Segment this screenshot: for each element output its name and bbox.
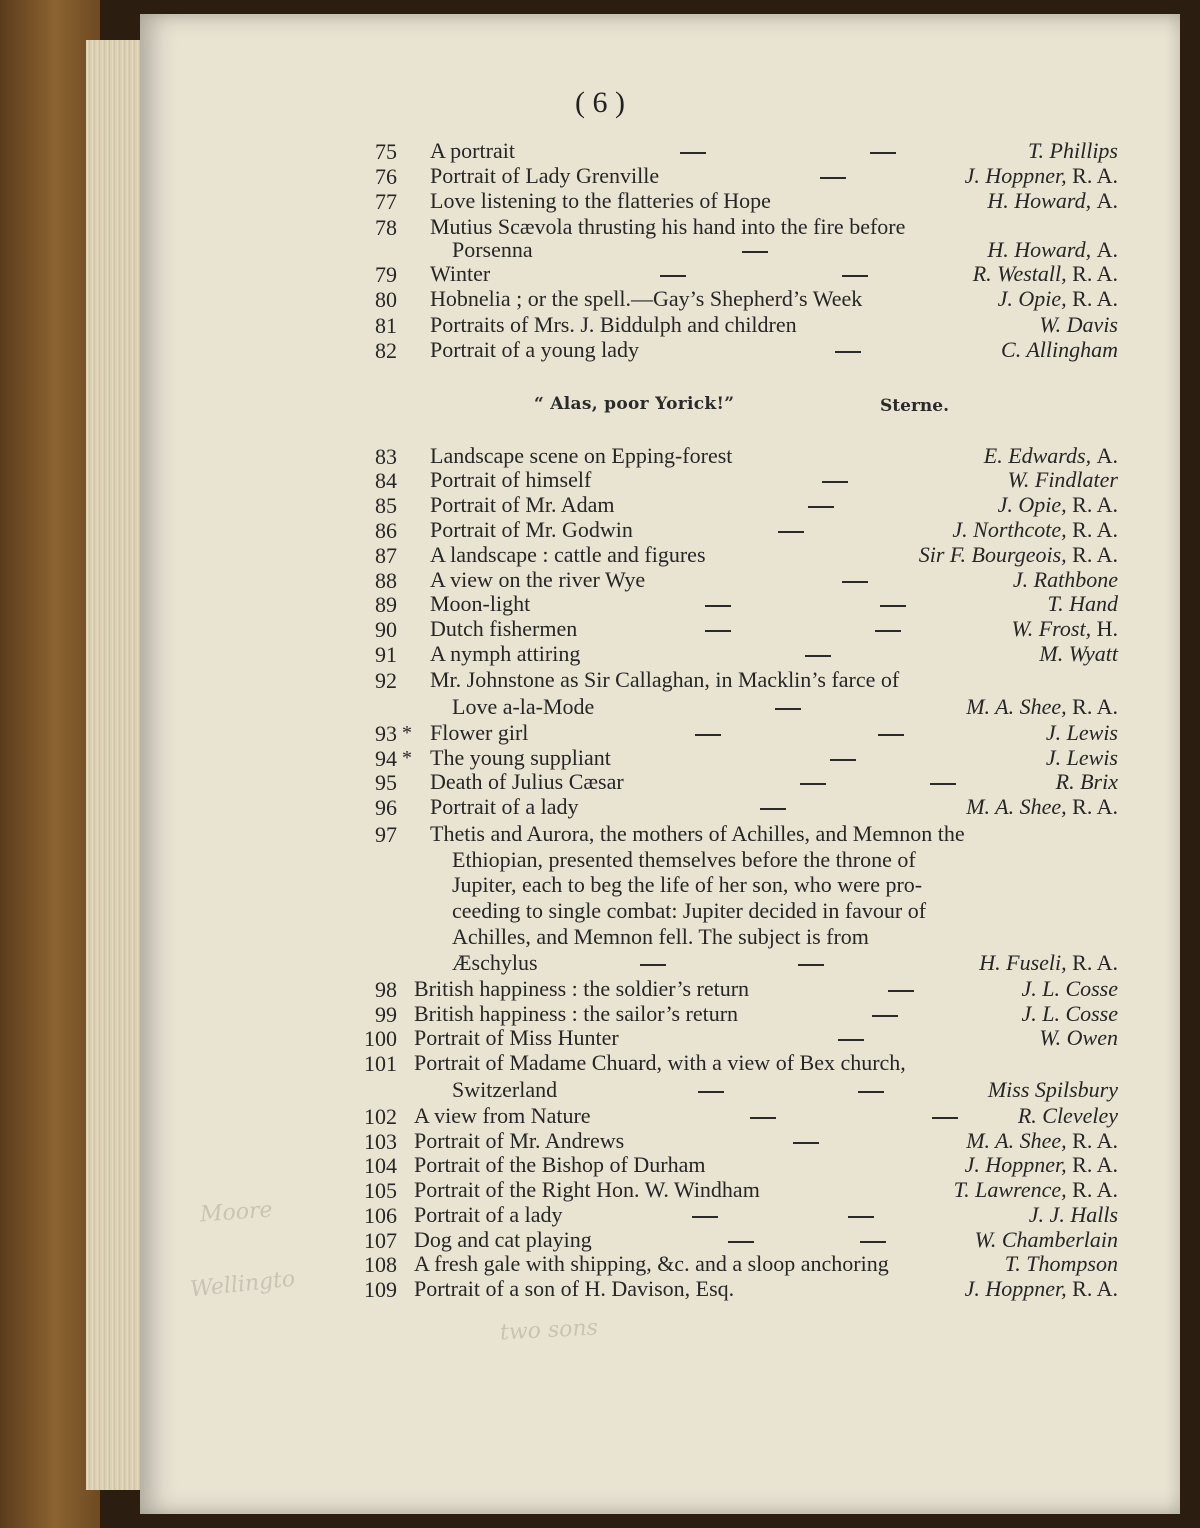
entry-artist [1029, 1203, 1118, 1227]
artist-name: R. Westall, [972, 261, 1067, 286]
em-dash-rule [870, 152, 896, 154]
em-dash-rule [805, 655, 831, 657]
artist-name: W. Owen [1039, 1025, 1118, 1050]
entry-title: Death of Julius Cæsar [430, 769, 624, 794]
artist-name: M. A. Shee, [966, 694, 1067, 719]
entry-title: A nymph attiring [430, 641, 581, 666]
entry-title: British happiness : the sailor’s return [414, 1001, 739, 1026]
artist-rank: R. A. [1072, 950, 1118, 975]
entry-title: Hobnelia ; or the spell.—Gay’s Shepherd’s Week [430, 286, 863, 311]
entry-title-continued: Æschylus [452, 950, 538, 975]
artist-name: J. Northcote, [952, 517, 1067, 542]
catalogue-entry [0, 188, 1200, 214]
em-dash-rule [680, 152, 706, 154]
entry-number: 104 [364, 1153, 397, 1178]
entry-number: 85 [375, 493, 397, 518]
entry-title: Portrait of Miss Hunter [414, 1025, 619, 1050]
artist-name: J. Opie, [997, 492, 1067, 517]
artist-rank: R. A. [1072, 1152, 1118, 1177]
entry-title: Portrait of the Bishop of Durham [414, 1152, 706, 1177]
entry-title: Flower girl [430, 720, 529, 745]
entry-continuation [0, 950, 1200, 975]
asterisk-mark: * [402, 747, 412, 769]
entry-number: 99 [375, 1002, 397, 1027]
artist-name: J. Rathbone [1012, 567, 1118, 592]
entry-title: Thetis and Aurora, the mothers of Achilles, and Memnon the [430, 821, 965, 846]
entry-title: Portrait of Lady Grenville [430, 163, 660, 188]
entry-artist [952, 518, 1118, 542]
entry-number: 107 [364, 1228, 397, 1253]
entry-number: 87 [375, 543, 397, 568]
artist-name: W. Davis [1039, 312, 1118, 337]
entry-title-continued: ceeding to single combat: Jupiter decided in favour of [452, 898, 927, 923]
em-dash-rule [932, 1117, 958, 1119]
artist-name: H. Howard, [987, 188, 1092, 213]
entry-title: Landscape scene on Epping-forest [430, 443, 733, 468]
entry-title: Dog and cat playing [414, 1227, 592, 1252]
artist-name: W. Findlater [1007, 467, 1118, 492]
entry-artist [1021, 1002, 1118, 1026]
entry-artist [984, 444, 1118, 468]
entry-number: 100 [364, 1026, 397, 1051]
em-dash-rule [742, 251, 768, 253]
entry-artist [965, 1277, 1118, 1301]
entry-title: Mr. Johnstone as Sir Callaghan, in Macklin’s farce of [430, 667, 900, 692]
entry-number: 92 [375, 668, 397, 693]
entry-number: 95 [375, 770, 397, 795]
pencil-note: two sons [499, 1315, 599, 1346]
entry-title: Portrait of Mr. Andrews [414, 1128, 625, 1153]
artist-name: R. Cleveley [1017, 1103, 1118, 1128]
entry-artist [1018, 1104, 1118, 1128]
entry-artist [1039, 1026, 1118, 1050]
entry-title: Portrait of a lady [414, 1202, 563, 1227]
entry-title: A view on the river Wye [430, 567, 646, 592]
catalogue-entry [0, 821, 1200, 847]
entry-artist [987, 189, 1118, 213]
entry-artist [998, 287, 1118, 311]
pencil-note: Wellingto [188, 1266, 297, 1303]
entry-artist [919, 543, 1118, 567]
em-dash-rule [760, 808, 786, 810]
quote-source: Sterne. [880, 396, 949, 416]
em-dash-rule [660, 275, 686, 277]
entry-title: A portrait [430, 138, 515, 163]
entry-number: 79 [375, 262, 397, 287]
entry-continuation [0, 1077, 1200, 1102]
artist-name: T. Phillips [1027, 138, 1118, 163]
artist-rank: A. [1096, 443, 1118, 468]
artist-name: T. Thompson [1004, 1251, 1118, 1276]
catalogue-entry [0, 667, 1200, 693]
entry-number: 84 [375, 468, 397, 493]
quote-text: “ Alas, poor Yorick!” [534, 394, 735, 414]
entry-artist [1046, 721, 1118, 745]
artist-name: J. Hoppner, [964, 1152, 1067, 1177]
entry-continuation [0, 924, 1200, 949]
entry-artist [1005, 1252, 1118, 1276]
entry-title-continued: Love a-la-Mode [452, 694, 595, 719]
entry-artist [954, 1178, 1118, 1202]
entry-title: Portrait of Mr. Adam [430, 492, 615, 517]
em-dash-rule [880, 605, 906, 607]
entry-number: 80 [375, 287, 397, 312]
entry-number: 103 [364, 1129, 397, 1154]
em-dash-rule [930, 783, 956, 785]
em-dash-rule [875, 630, 901, 632]
entry-number: 98 [375, 977, 397, 1002]
artist-rank: R. A. [1072, 1276, 1118, 1301]
entry-title-continued: Jupiter, each to beg the life of her son, who were pro- [452, 872, 923, 897]
artist-rank: R. A. [1072, 517, 1118, 542]
entry-artist [966, 1129, 1118, 1153]
em-dash-rule [775, 708, 801, 710]
entry-title: The young suppliant [430, 745, 611, 770]
em-dash-rule [695, 734, 721, 736]
entry-title-continued: Switzerland [452, 1077, 558, 1102]
entry-title: A landscape : cattle and figures [430, 542, 706, 567]
entry-number: 82 [375, 338, 397, 363]
entry-title: Winter [430, 261, 491, 286]
entry-title: Portrait of a son of H. Davison, Esq. [414, 1276, 735, 1301]
catalogue-entry [0, 1050, 1200, 1076]
artist-rank: R. A. [1072, 542, 1118, 567]
artist-name: H. Fuseli, [979, 950, 1067, 975]
entry-artist [966, 795, 1118, 819]
entry-title: Portrait of Mr. Godwin [430, 517, 633, 542]
entry-number: 97 [375, 822, 397, 847]
artist-name: J. Hoppner, [964, 163, 1067, 188]
entry-artist [1013, 568, 1118, 592]
entry-title: Dutch fishermen [430, 616, 578, 641]
entry-artist [979, 951, 1118, 975]
entry-number: 86 [375, 518, 397, 543]
entry-artist [998, 493, 1118, 517]
entry-continuation [0, 872, 1200, 897]
artist-name: J. Hoppner, [964, 1276, 1067, 1301]
asterisk-mark: * [402, 722, 412, 744]
page-number: ( 6 ) [575, 86, 625, 119]
em-dash-rule [778, 531, 804, 533]
entry-artist [1011, 617, 1118, 641]
artist-rank: R. A. [1072, 1128, 1118, 1153]
entry-artist [1048, 592, 1119, 616]
entry-number: 89 [375, 592, 397, 617]
artist-name: Sir F. Bourgeois, [918, 542, 1067, 567]
entry-artist [1039, 313, 1118, 337]
artist-rank: R. A. [1072, 694, 1118, 719]
entry-number: 78 [375, 215, 397, 240]
artist-name: E. Edwards, [983, 443, 1092, 468]
artist-name: R. Brix [1055, 769, 1118, 794]
artist-rank: A. [1096, 188, 1118, 213]
entry-continuation [0, 898, 1200, 923]
entry-title: Portrait of a lady [430, 794, 579, 819]
entry-continuation [0, 694, 1200, 719]
catalogue-entry [0, 794, 1200, 820]
entry-artist [973, 262, 1118, 286]
entry-number: 93 [375, 721, 397, 746]
artist-name: J. L. Cosse [1021, 1001, 1118, 1026]
entry-title: Portrait of a young lady [430, 337, 639, 362]
entry-number: 76 [375, 164, 397, 189]
em-dash-rule [750, 1117, 776, 1119]
entry-artist [988, 1078, 1118, 1102]
entry-number: 94 [375, 746, 397, 771]
entry-artist [1039, 642, 1118, 666]
artist-name: M. Wyatt [1039, 641, 1118, 666]
artist-rank: R. A. [1072, 163, 1118, 188]
em-dash-rule [842, 275, 868, 277]
entry-number: 106 [364, 1203, 397, 1228]
pencil-note: Moore [199, 1197, 274, 1228]
em-dash-rule [830, 759, 856, 761]
em-dash-rule [878, 734, 904, 736]
artist-name: M. A. Shee, [966, 794, 1067, 819]
em-dash-rule [888, 990, 914, 992]
entry-number: 96 [375, 795, 397, 820]
entry-title-continued: Achilles, and Memnon fell. The subject is from [452, 924, 869, 949]
entry-number: 101 [364, 1051, 397, 1076]
artist-name: J. Lewis [1045, 720, 1118, 745]
em-dash-rule [848, 1216, 874, 1218]
entry-number: 109 [364, 1277, 397, 1302]
em-dash-rule [793, 1142, 819, 1144]
artist-rank: R. A. [1072, 261, 1118, 286]
entry-artist [987, 238, 1118, 262]
artist-name: W. Frost, [1011, 616, 1092, 641]
artist-rank: H. [1096, 616, 1118, 641]
entry-artist [966, 695, 1118, 719]
artist-name: Miss Spilsbury [987, 1077, 1118, 1102]
entry-number: 90 [375, 617, 397, 642]
artist-rank: R. A. [1072, 286, 1118, 311]
em-dash-rule [728, 1241, 754, 1243]
entry-artist [965, 164, 1118, 188]
entry-artist [1001, 338, 1118, 362]
entry-title: A fresh gale with shipping, &c. and a sloop anchoring [414, 1251, 889, 1276]
entry-title: Moon-light [430, 591, 531, 616]
em-dash-rule [822, 481, 848, 483]
entry-number: 102 [364, 1104, 397, 1129]
entry-number: 77 [375, 189, 397, 214]
entry-number: 88 [375, 568, 397, 593]
artist-name: W. Chamberlain [974, 1227, 1118, 1252]
em-dash-rule [842, 581, 868, 583]
catalogue-entry [0, 641, 1200, 667]
artist-name: M. A. Shee, [966, 1128, 1067, 1153]
em-dash-rule [838, 1039, 864, 1041]
entry-artist [1028, 139, 1118, 163]
entry-title: Portrait of himself [430, 467, 592, 492]
artist-name: T. Hand [1047, 591, 1118, 616]
artist-name: C. Allingham [1001, 337, 1118, 362]
artist-rank: R. A. [1072, 794, 1118, 819]
catalogue-entry [0, 1177, 1200, 1203]
catalogue-entry [0, 616, 1200, 642]
entry-number: 83 [375, 444, 397, 469]
entry-artist [1008, 468, 1118, 492]
artist-rank: A. [1096, 237, 1118, 262]
entry-artist [1046, 746, 1118, 770]
em-dash-rule [835, 351, 861, 353]
artist-rank: R. A. [1072, 492, 1118, 517]
entry-artist [975, 1228, 1118, 1252]
em-dash-rule [640, 964, 666, 966]
catalogue-entry [0, 337, 1200, 363]
em-dash-rule [705, 605, 731, 607]
entry-title: A view from Nature [414, 1103, 591, 1128]
em-dash-rule [692, 1216, 718, 1218]
em-dash-rule [820, 177, 846, 179]
entry-title: Mutius Scævola thrusting his hand into the fire before [430, 214, 906, 239]
em-dash-rule [872, 1015, 898, 1017]
artist-name: H. Howard, [987, 237, 1092, 262]
entry-title: British happiness : the soldier’s return [414, 976, 750, 1001]
entry-title: Portrait of the Right Hon. W. Windham [414, 1177, 760, 1202]
entry-number: 105 [364, 1178, 397, 1203]
entry-artist [965, 1153, 1118, 1177]
artist-name: J. Lewis [1045, 745, 1118, 770]
entry-number: 108 [364, 1252, 397, 1277]
em-dash-rule [798, 964, 824, 966]
entry-title-continued: Ethiopian, presented themselves before the throne of [452, 847, 916, 872]
artist-name: J. Opie, [997, 286, 1067, 311]
entry-number: 91 [375, 642, 397, 667]
artist-name: J. J. Halls [1028, 1202, 1118, 1227]
entry-title: Love listening to the flatteries of Hope [430, 188, 771, 213]
em-dash-rule [858, 1091, 884, 1093]
artist-name: T. Lawrence, [953, 1177, 1067, 1202]
em-dash-rule [800, 783, 826, 785]
entry-title: Portraits of Mrs. J. Biddulph and children [430, 312, 797, 337]
entry-number: 81 [375, 313, 397, 338]
entry-title: Portrait of Madame Chuard, with a view of Bex church, [414, 1050, 906, 1075]
entry-title-continued: Porsenna [452, 237, 533, 262]
em-dash-rule [808, 506, 834, 508]
catalogue-entry [0, 567, 1200, 593]
entry-artist [1021, 977, 1118, 1001]
em-dash-rule [860, 1241, 886, 1243]
entry-artist [1056, 770, 1118, 794]
artist-rank: R. A. [1072, 1177, 1118, 1202]
artist-name: J. L. Cosse [1021, 976, 1118, 1001]
em-dash-rule [698, 1091, 724, 1093]
catalogue-entry [0, 286, 1200, 312]
em-dash-rule [705, 630, 731, 632]
entry-number: 75 [375, 139, 397, 164]
